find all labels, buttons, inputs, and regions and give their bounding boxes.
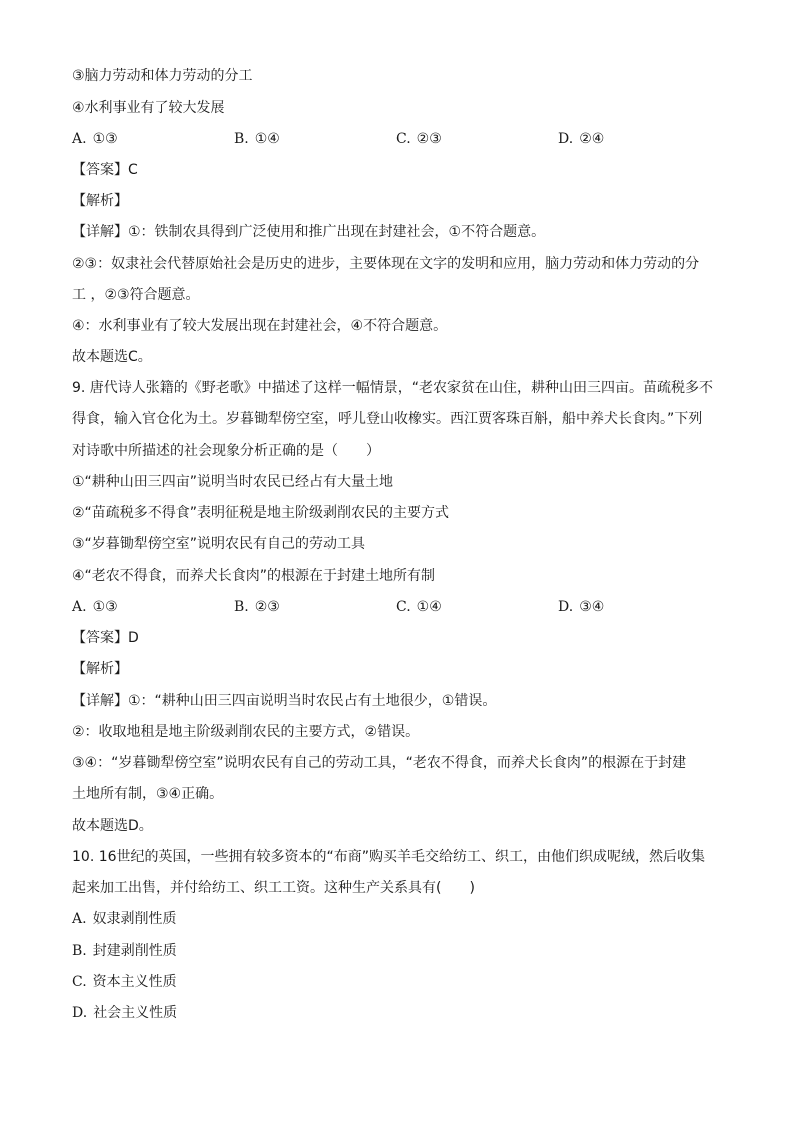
q9-detail-1: 【详解】①：“耕种山田三四亩说明当时农民占有土地很少，①错误。 — [72, 693, 497, 709]
q9-detail-3a: ③④：“岁暮锄犁傍空室”说明农民有自己的劳动工具，“老农不得食，而养犬长食肉”的根源在于封建 — [72, 755, 687, 771]
q10-stem-2: 起来加工出售，并付给纺工、织工工资。这种生产关系具有( ) — [72, 880, 475, 896]
q8-conclusion: 故本题选C。 — [72, 349, 152, 365]
q9-detail-2: ②：收取地租是地主阶级剥削农民的主要方式，②错误。 — [72, 724, 420, 740]
q8-option-b: B. ①④ — [234, 131, 280, 147]
q8-item-3: ③脑力劳动和体力劳动的分工 — [72, 68, 253, 84]
q9-item-3: ③“岁暮锄犁傍空室”说明农民有自己的劳动工具 — [72, 536, 366, 552]
q8-option-d: D. ②④ — [558, 131, 605, 147]
q10-option-a: A. 奴隶剥削性质 — [72, 911, 177, 927]
q8-detail-3: ④：水利事业有了较大发展出现在封建社会，④不符合题意。 — [72, 318, 448, 334]
q8-analysis-tag: 【解析】 — [72, 193, 128, 209]
q9-analysis-tag: 【解析】 — [72, 661, 128, 677]
q9-option-a: A. ①③ — [72, 599, 118, 615]
q8-detail-2a: ②③：奴隶社会代替原始社会是历史的进步，主要体现在文字的发明和应用，脑力劳动和体力劳动的分 — [72, 256, 700, 272]
q8-item-4: ④水利事业有了较大发展 — [72, 100, 225, 116]
q9-stem-3: 对诗歌中所描述的社会现象分析正确的是（ ） — [72, 443, 380, 459]
q10-option-b: B. 封建剥削性质 — [72, 943, 177, 959]
q9-detail-3b: 土地所有制，③④正确。 — [72, 786, 224, 802]
q9-item-1: ①“耕种山田三四亩”说明当时农民已经占有大量土地 — [72, 474, 394, 490]
q9-option-b: B. ②③ — [234, 599, 280, 615]
q8-detail-2b: 工 ，②③符合题意。 — [72, 287, 200, 303]
q9-option-c: C. ①④ — [396, 599, 442, 615]
q8-answer: 【答案】C — [72, 162, 138, 178]
q10-stem-1: 10. 16世纪的英国，一些拥有较多资本的“布商”购买羊毛交给纺工、织工，由他们织成呢绒，然后收集 — [72, 849, 706, 865]
q9-stem-2: 得食，输入官仓化为土。岁暮锄犁傍空室，呼儿登山收橡实。西江贾客珠百斛，船中养犬长食肉。”下列 — [72, 411, 703, 427]
q9-item-2: ②“苗疏税多不得食”表明征税是地主阶级剥削农民的主要方式 — [72, 505, 450, 521]
q8-option-c: C. ②③ — [396, 131, 442, 147]
q10-option-c: C. 资本主义性质 — [72, 974, 177, 990]
q8-options — [72, 129, 712, 149]
q9-answer: 【答案】D — [72, 630, 139, 646]
q9-option-d: D. ③④ — [558, 599, 605, 615]
q9-stem-1: 9. 唐代诗人张籍的《野老歌》中描述了这样一幅情景，“老农家贫在山住，耕种山田三四亩。苗疏税多不 — [72, 380, 714, 396]
q9-conclusion: 故本题选D。 — [72, 818, 153, 834]
q10-option-d: D. 社会主义性质 — [72, 1005, 178, 1021]
q9-item-4: ④“老农不得食，而养犬长食肉”的根源在于封建土地所有制 — [72, 568, 436, 584]
q8-option-a: A. ①③ — [72, 131, 118, 147]
q8-detail-1: 【详解】①：铁制农具得到广泛使用和推广出现在封建社会，①不符合题意。 — [72, 224, 546, 240]
q9-options — [72, 597, 712, 617]
